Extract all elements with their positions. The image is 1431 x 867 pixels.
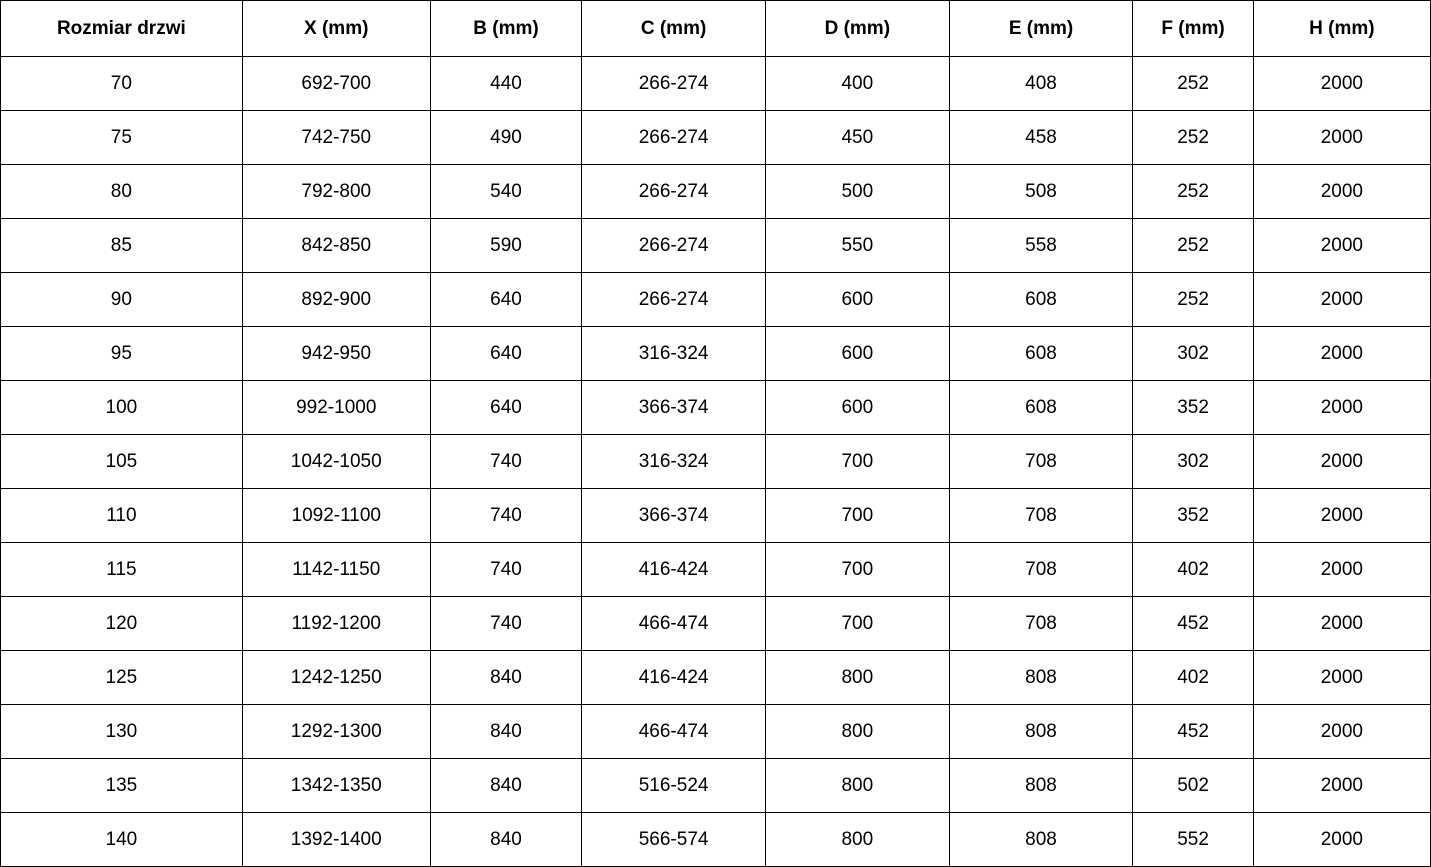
cell-x: 842-850 xyxy=(242,219,430,273)
cell-e: 808 xyxy=(949,759,1133,813)
table-row xyxy=(1,543,1431,597)
table-row xyxy=(1,327,1431,381)
cell-d: 600 xyxy=(765,327,949,381)
cell-x: 792-800 xyxy=(242,165,430,219)
cell-d: 700 xyxy=(765,489,949,543)
cell-h: 2000 xyxy=(1253,219,1430,273)
cell-e: 608 xyxy=(949,273,1133,327)
cell-c: 366-374 xyxy=(582,489,766,543)
cell-h: 2000 xyxy=(1253,165,1430,219)
cell-c: 266-274 xyxy=(582,165,766,219)
cell-door-size: 90 xyxy=(1,273,243,327)
cell-d: 800 xyxy=(765,813,949,867)
table-body xyxy=(1,57,1431,867)
cell-e: 708 xyxy=(949,597,1133,651)
cell-door-size: 100 xyxy=(1,381,243,435)
cell-door-size: 140 xyxy=(1,813,243,867)
cell-e: 808 xyxy=(949,651,1133,705)
table-row xyxy=(1,489,1431,543)
cell-h: 2000 xyxy=(1253,813,1430,867)
cell-door-size: 115 xyxy=(1,543,243,597)
cell-e: 508 xyxy=(949,165,1133,219)
cell-h: 2000 xyxy=(1253,543,1430,597)
table-row xyxy=(1,273,1431,327)
cell-x: 942-950 xyxy=(242,327,430,381)
cell-f: 552 xyxy=(1133,813,1253,867)
cell-f: 452 xyxy=(1133,705,1253,759)
cell-c: 416-424 xyxy=(582,651,766,705)
cell-door-size: 70 xyxy=(1,57,243,111)
cell-c: 266-274 xyxy=(582,111,766,165)
cell-door-size: 130 xyxy=(1,705,243,759)
cell-c: 466-474 xyxy=(582,705,766,759)
cell-f: 302 xyxy=(1133,327,1253,381)
column-header-f: F (mm) xyxy=(1133,1,1253,57)
column-header-h: H (mm) xyxy=(1253,1,1430,57)
cell-f: 352 xyxy=(1133,381,1253,435)
cell-door-size: 120 xyxy=(1,597,243,651)
table-row xyxy=(1,381,1431,435)
cell-x: 892-900 xyxy=(242,273,430,327)
cell-f: 252 xyxy=(1133,273,1253,327)
cell-b: 640 xyxy=(430,273,581,327)
cell-x: 1392-1400 xyxy=(242,813,430,867)
cell-c: 266-274 xyxy=(582,273,766,327)
cell-d: 550 xyxy=(765,219,949,273)
cell-h: 2000 xyxy=(1253,759,1430,813)
cell-b: 840 xyxy=(430,759,581,813)
table-row xyxy=(1,219,1431,273)
cell-door-size: 125 xyxy=(1,651,243,705)
cell-d: 400 xyxy=(765,57,949,111)
cell-h: 2000 xyxy=(1253,381,1430,435)
column-header-d: D (mm) xyxy=(765,1,949,57)
cell-h: 2000 xyxy=(1253,489,1430,543)
cell-b: 740 xyxy=(430,597,581,651)
column-header-e: E (mm) xyxy=(949,1,1133,57)
cell-b: 840 xyxy=(430,705,581,759)
column-header-door-size: Rozmiar drzwi xyxy=(1,1,243,57)
cell-c: 516-524 xyxy=(582,759,766,813)
cell-h: 2000 xyxy=(1253,651,1430,705)
table-row xyxy=(1,759,1431,813)
cell-d: 800 xyxy=(765,651,949,705)
cell-d: 600 xyxy=(765,273,949,327)
cell-b: 740 xyxy=(430,435,581,489)
cell-b: 490 xyxy=(430,111,581,165)
cell-c: 566-574 xyxy=(582,813,766,867)
column-header-b: B (mm) xyxy=(430,1,581,57)
table-row xyxy=(1,651,1431,705)
cell-c: 466-474 xyxy=(582,597,766,651)
table-header xyxy=(1,1,1431,57)
cell-h: 2000 xyxy=(1253,597,1430,651)
table-row xyxy=(1,597,1431,651)
column-header-c: C (mm) xyxy=(582,1,766,57)
cell-c: 416-424 xyxy=(582,543,766,597)
cell-d: 700 xyxy=(765,435,949,489)
cell-x: 1242-1250 xyxy=(242,651,430,705)
cell-x: 992-1000 xyxy=(242,381,430,435)
cell-x: 742-750 xyxy=(242,111,430,165)
cell-h: 2000 xyxy=(1253,435,1430,489)
cell-c: 316-324 xyxy=(582,435,766,489)
cell-b: 440 xyxy=(430,57,581,111)
cell-b: 640 xyxy=(430,381,581,435)
cell-door-size: 85 xyxy=(1,219,243,273)
cell-b: 590 xyxy=(430,219,581,273)
cell-d: 700 xyxy=(765,597,949,651)
cell-f: 502 xyxy=(1133,759,1253,813)
table-row xyxy=(1,813,1431,867)
cell-x: 1042-1050 xyxy=(242,435,430,489)
cell-e: 608 xyxy=(949,381,1133,435)
cell-e: 458 xyxy=(949,111,1133,165)
cell-e: 708 xyxy=(949,489,1133,543)
cell-e: 608 xyxy=(949,327,1133,381)
cell-door-size: 80 xyxy=(1,165,243,219)
cell-b: 840 xyxy=(430,651,581,705)
cell-f: 452 xyxy=(1133,597,1253,651)
cell-e: 808 xyxy=(949,705,1133,759)
column-header-x: X (mm) xyxy=(242,1,430,57)
cell-h: 2000 xyxy=(1253,111,1430,165)
cell-f: 402 xyxy=(1133,543,1253,597)
cell-h: 2000 xyxy=(1253,273,1430,327)
cell-f: 252 xyxy=(1133,165,1253,219)
cell-d: 500 xyxy=(765,165,949,219)
cell-c: 266-274 xyxy=(582,57,766,111)
cell-d: 800 xyxy=(765,705,949,759)
cell-c: 366-374 xyxy=(582,381,766,435)
table-row xyxy=(1,165,1431,219)
cell-x: 1142-1150 xyxy=(242,543,430,597)
cell-door-size: 95 xyxy=(1,327,243,381)
table-row xyxy=(1,57,1431,111)
cell-e: 708 xyxy=(949,435,1133,489)
cell-f: 252 xyxy=(1133,57,1253,111)
cell-b: 740 xyxy=(430,543,581,597)
cell-f: 252 xyxy=(1133,219,1253,273)
table-header-row xyxy=(1,1,1431,57)
cell-e: 708 xyxy=(949,543,1133,597)
cell-d: 800 xyxy=(765,759,949,813)
cell-h: 2000 xyxy=(1253,57,1430,111)
cell-door-size: 135 xyxy=(1,759,243,813)
cell-b: 640 xyxy=(430,327,581,381)
table-row xyxy=(1,435,1431,489)
cell-d: 700 xyxy=(765,543,949,597)
cell-b: 740 xyxy=(430,489,581,543)
cell-c: 316-324 xyxy=(582,327,766,381)
cell-x: 1342-1350 xyxy=(242,759,430,813)
cell-e: 808 xyxy=(949,813,1133,867)
cell-x: 692-700 xyxy=(242,57,430,111)
cell-f: 352 xyxy=(1133,489,1253,543)
cell-b: 840 xyxy=(430,813,581,867)
cell-f: 252 xyxy=(1133,111,1253,165)
cell-c: 266-274 xyxy=(582,219,766,273)
cell-f: 402 xyxy=(1133,651,1253,705)
cell-door-size: 75 xyxy=(1,111,243,165)
cell-h: 2000 xyxy=(1253,705,1430,759)
table-row xyxy=(1,111,1431,165)
cell-e: 408 xyxy=(949,57,1133,111)
cell-e: 558 xyxy=(949,219,1133,273)
cell-door-size: 105 xyxy=(1,435,243,489)
cell-door-size: 110 xyxy=(1,489,243,543)
cell-x: 1092-1100 xyxy=(242,489,430,543)
cell-b: 540 xyxy=(430,165,581,219)
table-row xyxy=(1,705,1431,759)
cell-d: 600 xyxy=(765,381,949,435)
cell-f: 302 xyxy=(1133,435,1253,489)
cell-h: 2000 xyxy=(1253,327,1430,381)
cell-d: 450 xyxy=(765,111,949,165)
cell-x: 1192-1200 xyxy=(242,597,430,651)
cell-x: 1292-1300 xyxy=(242,705,430,759)
